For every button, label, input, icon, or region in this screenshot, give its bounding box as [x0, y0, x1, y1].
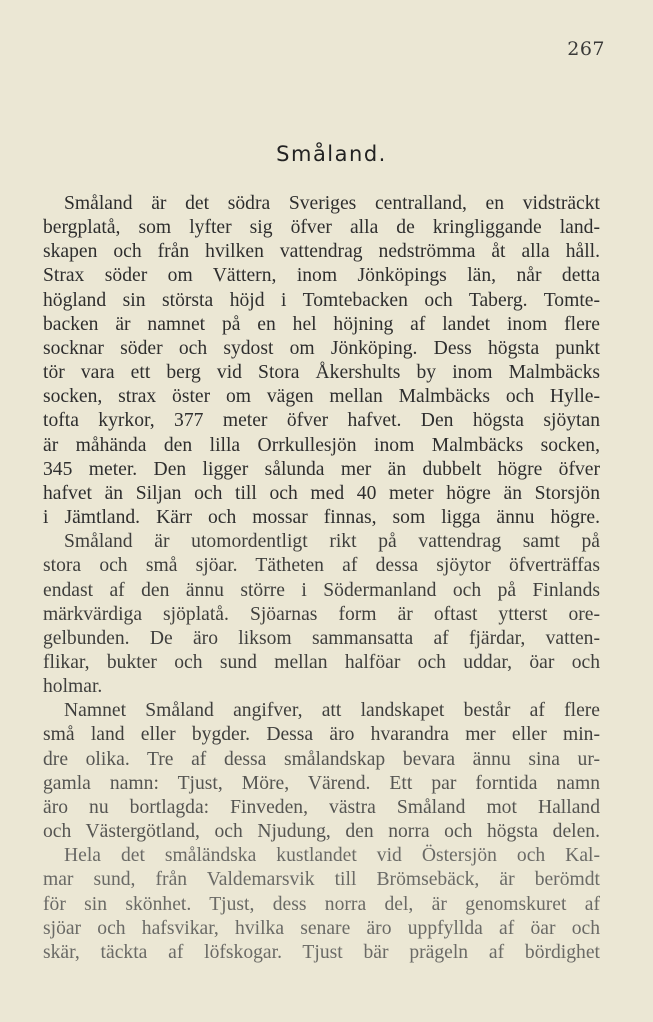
text-line: stora och små sjöar. Tätheten af dessa sjöytor öfverträffas [43, 555, 600, 577]
text-line: endast af den ännu större i Södermanland och på Finlands [43, 579, 600, 601]
text-line: Hela det småländska kustlandet vid Östersjön och Kal- [64, 845, 600, 867]
text-line: gelbunden. De äro liksom sammansatta af fjärdar, vatten- [43, 627, 600, 649]
text-line: gamla namn: Tjust, Möre, Värend. Ett par forntida namn [43, 772, 600, 794]
text-line: i Jämtland. Kärr och mossar finnas, som ligga ännu högre. [43, 507, 600, 529]
text-line: för sin skönhet. Tjust, dess norra del, är genomskuret af [43, 893, 600, 915]
text-line: bergplatå, som lyfter sig öfver alla de kringliggande land- [43, 217, 600, 239]
text-line: skapen och från hvilken vattendrag nedströmma åt alla håll. [43, 241, 600, 263]
text-line: Strax söder om Vättern, inom Jönköpings län, når detta [43, 265, 600, 287]
text-line: märkvärdiga sjöplatå. Sjöarnas form är oftast ytterst ore- [43, 603, 600, 625]
text-line: Småland är utomordentligt rikt på vattendrag samt på [64, 531, 600, 553]
text-line: socken, strax öster om vägen mellan Malmbäcks och Hylle- [43, 386, 600, 408]
text-line: och Västergötland, och Njudung, den norra och högsta delen. [43, 821, 600, 843]
text-line: sjöar och hafsvikar, hvilka senare äro uppfyllda af öar och [43, 917, 600, 939]
body-text [43, 192, 600, 965]
text-line: hafvet än Siljan och till och med 40 meter högre än Storsjön [43, 482, 600, 504]
text-line: är måhända den lilla Orrkullesjön inom Malmbäcks socken, [43, 434, 600, 456]
chapter-title: Småland. [276, 142, 387, 166]
text-line: tör vara ett berg vid Stora Åkershults by inom Malmbäcks [43, 362, 600, 384]
text-line: dre olika. Tre af dessa smålandskap bevara ännu sina ur- [43, 748, 600, 770]
text-line: äro nu bortlagda: Finveden, västra Småland mot Halland [43, 796, 600, 818]
text-line: Småland är det södra Sveriges centralland, en vidsträckt [64, 193, 600, 214]
text-line: 345 meter. Den ligger sålunda mer än dubbelt högre öfver [43, 458, 600, 480]
text-line: flikar, bukter och sund mellan halföar och uddar, öar och [43, 651, 600, 673]
text-line: högland sin största höjd i Tomtebacken och Taberg. Tomte- [43, 289, 600, 311]
page-number: 267 [567, 38, 605, 60]
text-line: backen är namnet på en hel höjning af landet inom flere [43, 313, 600, 335]
text-line: socknar söder och sydost om Jönköping. Dess högsta punkt [43, 337, 600, 359]
text-line: Namnet Småland angifver, att landskapet består af flere [64, 700, 600, 722]
text-line: skär, täckta af löfskogar. Tjust bär prägeln af bördighet [43, 941, 600, 963]
text-line: mar sund, från Valdemarsvik till Brömsebäck, är berömdt [43, 869, 600, 891]
text-line: små land eller bygder. Dessa äro hvarandra mer eller min- [43, 724, 600, 746]
text-line: holmar. [43, 676, 103, 698]
text-line: tofta kyrkor, 377 meter öfver hafvet. Den högsta sjöytan [43, 410, 600, 432]
